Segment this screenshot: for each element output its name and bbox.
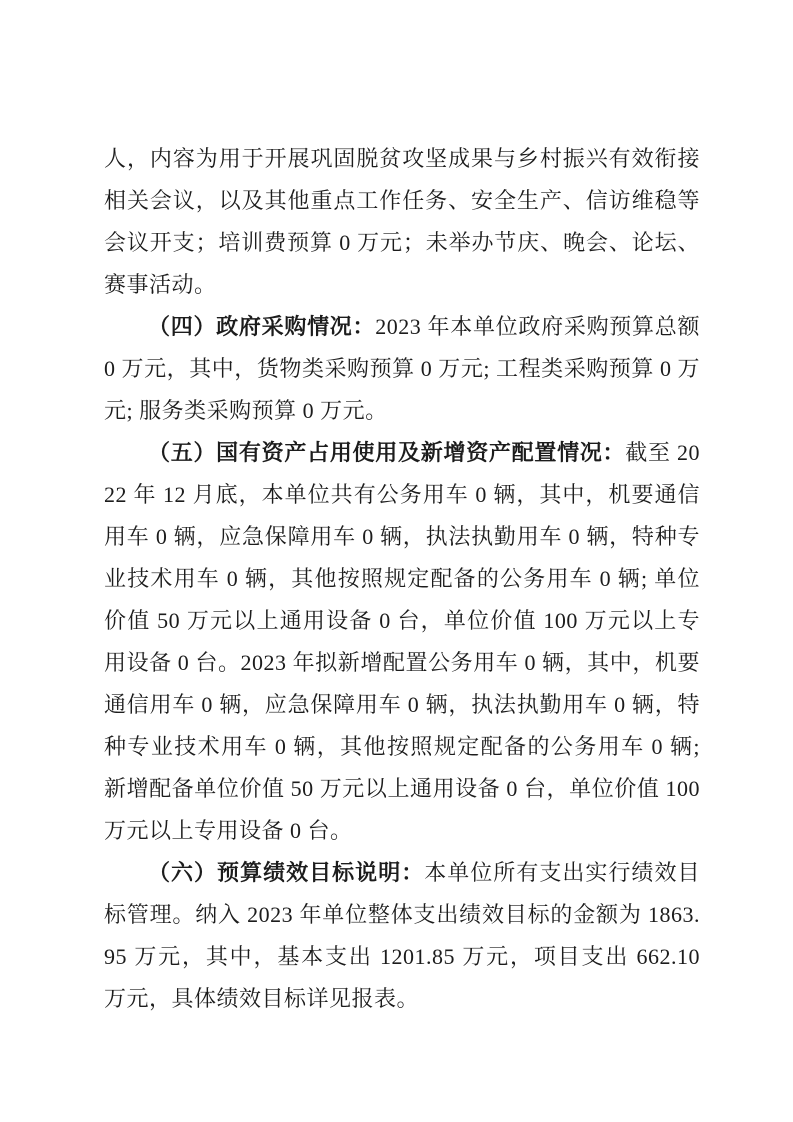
paragraph-section-4-government-procurement: [104, 306, 700, 432]
paragraph-text: 人，内容为用于开展巩固脱贫攻坚成果与乡村振兴有效衔接相关会议，以及其他重点工作任务、安全生产、信访维稳等会议开支；培训费预算 0 万元；未举办节庆、晚会、论坛、赛事活动。: [104, 146, 700, 297]
section-heading: （六）预算绩效目标说明：: [148, 860, 425, 885]
paragraph-continuation: [104, 138, 700, 306]
paragraph-text: 2023 年本单位政府采购预算总额 0 万元，其中，货物类采购预算 0 万元; 工程类采购预算 0 万元; 服务类采购预算 0 万元。: [104, 314, 700, 423]
paragraph-text: 截至 2022 年 12 月底，本单位共有公务用车 0 辆，其中，机要通信用车 0 辆，应急保障用车 0 辆，执法执勤用车 0 辆，特种专业技术用车 0 辆，其他按照规定配备的公务用车 0 辆; 单位价值 50 万元以上通用设备 0 台，单位价值 100 万元以上专用设备 0 台。2023 年拟新增配置公务用车 0 辆，其中，机要通信用车 0 辆，应急保障用车 0 辆，执法执勤用车 0 辆，特种专业技术用车 0 辆，其他按照规定配备的公务用车 0 辆; 新增配备单位价值 50 万元以上通用设备 0 台，单位价值 100 万元以上专用设备 0 台。: [104, 440, 700, 843]
paragraph-text: 本单位所有支出实行绩效目标管理。纳入 2023 年单位整体支出绩效目标的金额为 1863.95 万元，其中，基本支出 1201.85 万元，项目支出 662.10 万元，具体绩效目标详见报表。: [104, 860, 700, 1011]
paragraph-section-5-state-assets: [104, 432, 700, 852]
paragraph-section-6-performance-targets: [104, 852, 700, 1020]
section-heading: （四）政府采购情况：: [148, 314, 376, 339]
document-body: [104, 138, 700, 1020]
section-heading: （五）国有资产占用使用及新增资产配置情况：: [148, 440, 626, 465]
